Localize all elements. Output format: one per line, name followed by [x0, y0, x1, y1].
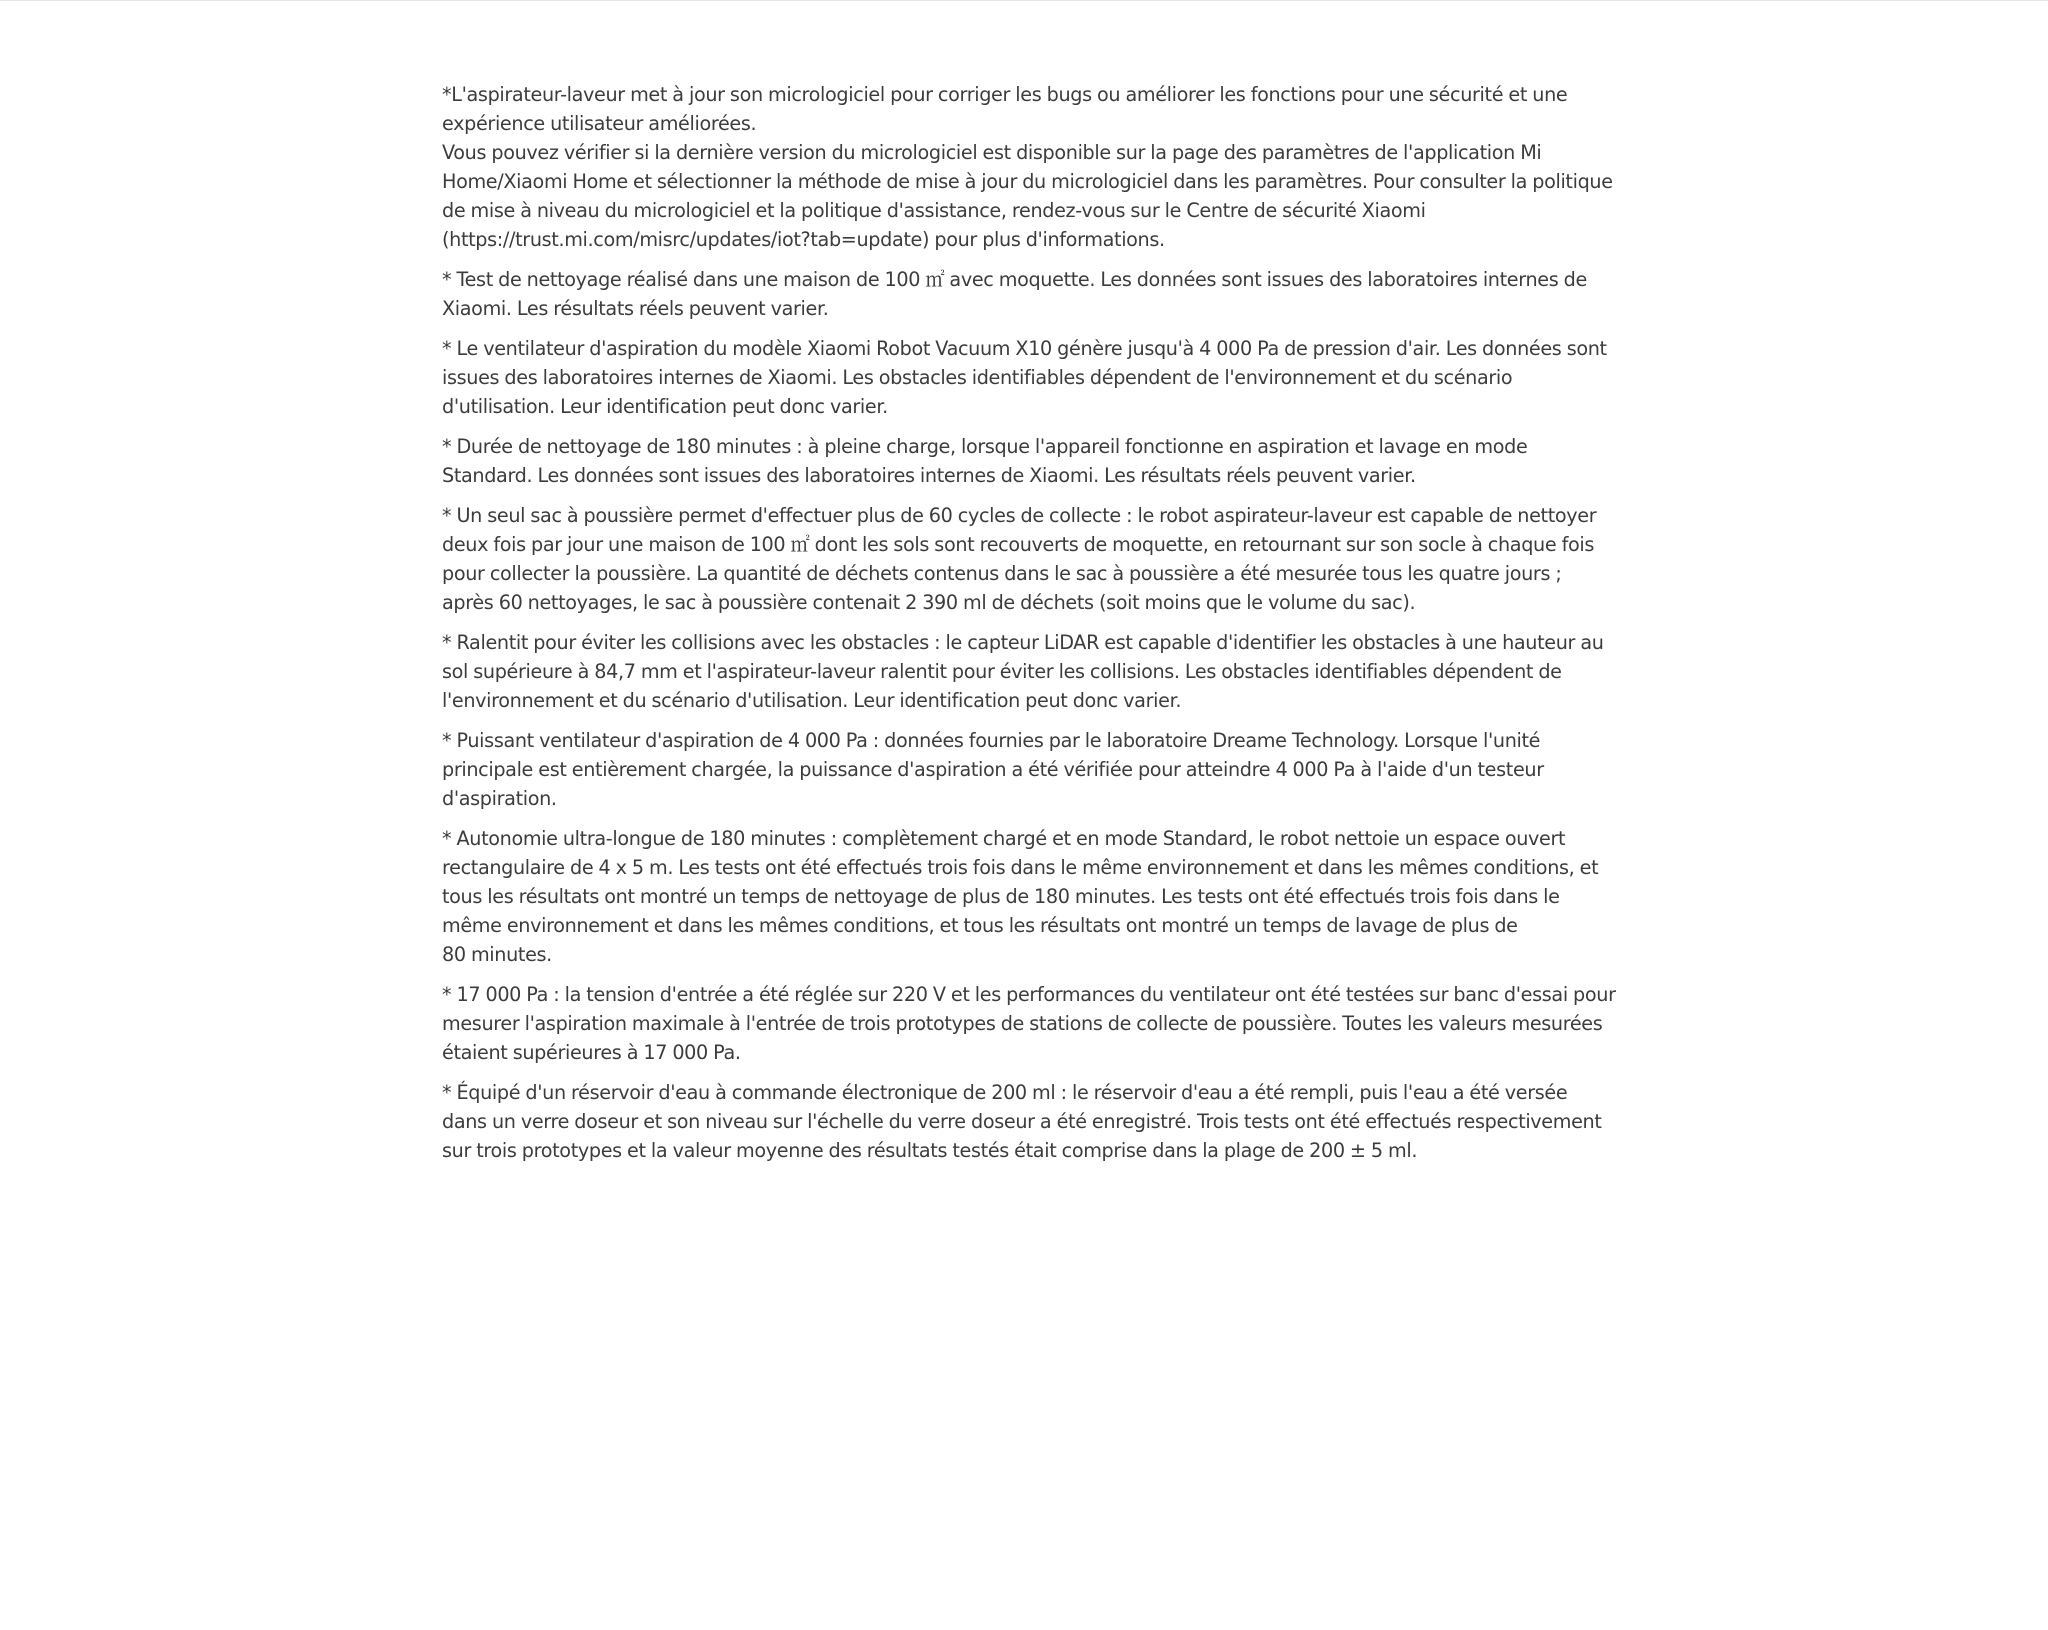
- top-divider: [0, 0, 2048, 1]
- footnote-firmware-update: *L'aspirateur-laveur met à jour son micrologiciel pour corriger les bugs ou améliorer les fonctions pour une sécurité et une expérience utilisateur améliorées.: [442, 83, 1568, 135]
- footnote-station-suction: * 17 000 Pa : la tension d'entrée a été réglée sur 220 V et les performances du ventilateur ont été testées sur banc d'essai pour mesurer l'aspiration maximale à l'entrée de trois prototypes de stations de collecte de poussière. Toutes les valeurs mesurées étaient supérieures à 17 000 Pa.: [442, 983, 1616, 1064]
- footnote-dust-bag: * Un seul sac à poussière permet d'effectuer plus de 60 cycles de collecte : le robot aspirateur-laveur est capable de nettoyer deux fois par jour une maison de 100 ㎡ dont les sols sont recouverts de moquette, en retournant sur son socle à chaque fois pour collecter la poussière. La quantité de déchets contenus dans le sac à poussière a été mesurée tous les quatre jours ; après 60 nettoyages, le sac à poussière contenait 2 390 ml de déchets (soit moins que le volume du sac).: [442, 504, 1597, 614]
- footnote-cleaning-duration: * Durée de nettoyage de 180 minutes : à pleine charge, lorsque l'appareil fonctionne en aspiration et lavage en mode Standard. Les données sont issues des laboratoires internes de Xiaomi. Les résultats réels peuvent varier.: [442, 435, 1528, 487]
- footnote-firmware-check: Vous pouvez vérifier si la dernière version du micrologiciel est disponible sur la page des paramètres de l'application Mi Home/Xiaomi Home et sélectionner la méthode de mise à jour du micrologiciel dans les paramètres. Pour consulter la politique de mise à niveau du micrologiciel et la politique d'assistance, rendez-vous sur le Centre de sécurité Xiaomi (https://trust.mi.com/misrc/updates/iot?tab=update) pour plus d'informations.: [442, 141, 1613, 251]
- footnote-suction-fan: * Le ventilateur d'aspiration du modèle Xiaomi Robot Vacuum X10 génère jusqu'à 4 000 Pa de pression d'air. Les données sont issues des laboratoires internes de Xiaomi. Les obstacles identifiables dépendent de l'environnement et du scénario d'utilisation. Leur identification peut donc varier.: [442, 337, 1607, 418]
- footnote-obstacle-slowdown: * Ralentit pour éviter les collisions avec les obstacles : le capteur LiDAR est capable d'identifier les obstacles à une hauteur au sol supérieure à 84,7 mm et l'aspirateur-laveur ralentit pour éviter les collisions. Les obstacles identifiables dépendent de l'environnement et du scénario d'utilisation. Leur identification peut donc varier.: [442, 631, 1604, 712]
- footnote-cleaning-test: * Test de nettoyage réalisé dans une maison de 100 ㎡ avec moquette. Les données sont issues des laboratoires internes de Xiaomi. Les résultats réels peuvent varier.: [442, 268, 1587, 320]
- footnote-suction-power: * Puissant ventilateur d'aspiration de 4 000 Pa : données fournies par le laboratoire Dreame Technology. Lorsque l'unité principale est entièrement chargée, la puissance d'aspiration a été vérifiée pour atteindre 4 000 Pa à l'aide d'un testeur d'aspiration.: [442, 729, 1544, 810]
- footnote-battery-life: * Autonomie ultra-longue de 180 minutes : complètement chargé et en mode Standard, le robot nettoie un espace ouvert rectangulaire de 4 x 5 m. Les tests ont été effectués trois fois dans le même environnement et dans les mêmes conditions, et tous les résultats ont montré un temps de nettoyage de plus de 180 minutes. Les tests ont été effectués trois fois dans le même environnement et dans les mêmes conditions, et tous les résultats ont montré un temps de lavage de plus de 80 minutes.: [442, 827, 1599, 966]
- footnote-water-tank: * Équipé d'un réservoir d'eau à commande électronique de 200 ml : le réservoir d'eau a été rempli, puis l'eau a été versée dans un verre doseur et son niveau sur l'échelle du verre doseur a été enregistré. Trois tests ont été effectués respectivement sur trois prototypes et la valeur moyenne des résultats testés était comprise dans la plage de 200 ± 5 ml.: [442, 1081, 1602, 1162]
- footnotes-section: [442, 80, 1617, 1176]
